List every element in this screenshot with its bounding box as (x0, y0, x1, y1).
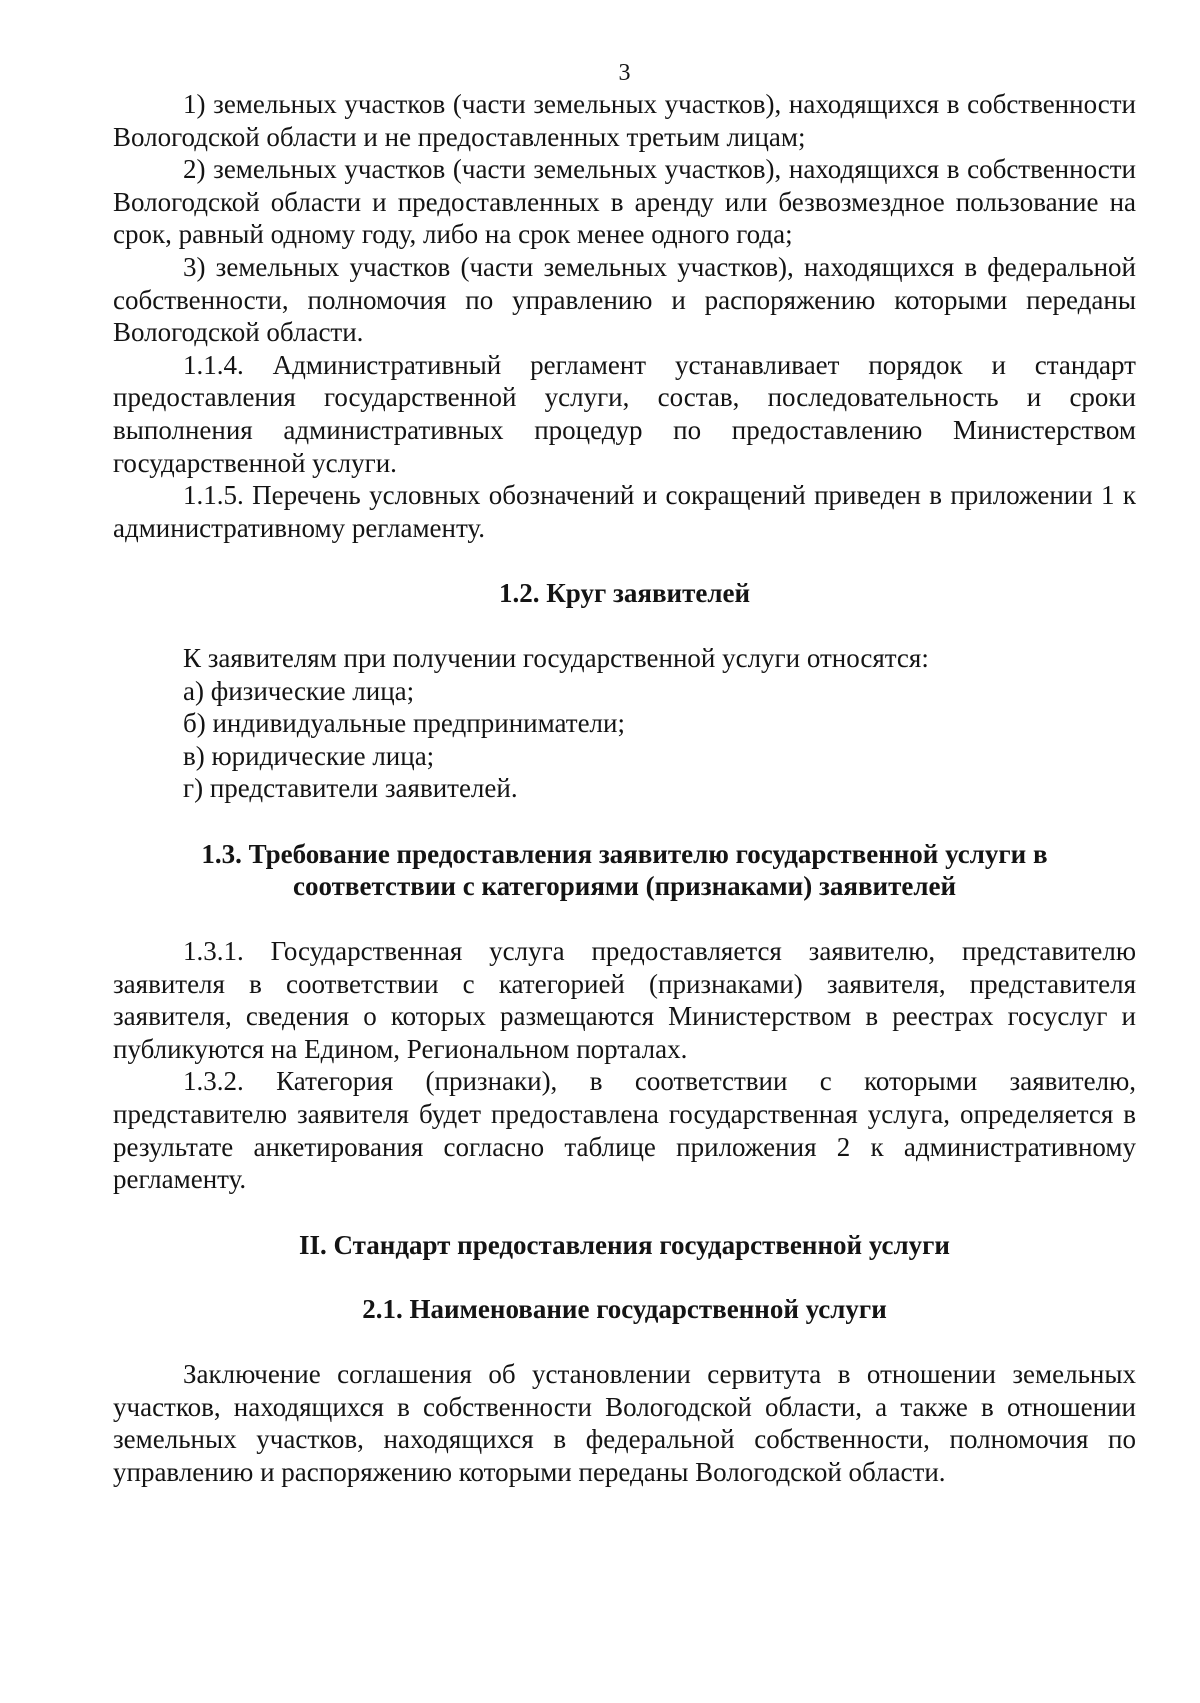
heading-1-3 (113, 838, 1136, 903)
paragraph-item-2: 2) земельных участков (части земельных участков), находящихся в собственности Вологодской области и предоставленных в аренду или безвозмездное пользование на срок, равный одному году, либо на срок менее одного года; (113, 154, 1136, 250)
document-page (113, 58, 1136, 1488)
paragraph-item-3: 3) земельных участков (части земельных участков), находящихся в федеральной собственности, полномочия по управлению и распоряжению которыми переданы Вологодской области. (113, 251, 1136, 348)
heading-section-2: II. Стандарт предоставления государственной услуги (299, 1229, 950, 1260)
applicants-intro: К заявителям при получении государственной услуги относятся: (183, 642, 929, 673)
heading-1-3-line2: соответствии с категориями (признаками) заявителей (292, 871, 957, 902)
paragraph-1-3-2: 1.3.2. Категория (признаки), в соответствии с которыми заявителю, представителю заявителя будет предоставлена государственная услуга, определяется в результате анкетирования согласно таблице приложения 2 к административному регламенту. (113, 1066, 1136, 1195)
paragraph-1-1-4: 1.1.4. Административный регламент устанавливает порядок и стандарт предоставления государственной услуги, состав, последовательность и сроки выполнения административных процедур по предоставлению Министерством государственной услуги. (113, 349, 1136, 478)
paragraph-item-1: 1) земельных участков (части земельных участков), находящихся в собственности Вологодской области и не предоставленных третьим лицам; (113, 89, 1136, 152)
heading-1-3-line1: 1.3. Требование предоставления заявителю государственной услуги в (201, 838, 1048, 869)
paragraph-1-3-1: 1.3.1. Государственная услуга предоставляется заявителю, представителю заявителя в соответствии с категорией (признаками) заявителя, представителя заявителя, сведения о которых размещаются Министерством в реестрах госуслуг и публикуются на Едином, Региональном порталах. (113, 936, 1136, 1064)
page-number: 3 (618, 60, 631, 86)
applicant-item: б) индивидуальные предприниматели; (183, 708, 625, 739)
applicant-item: г) представители заявителей. (183, 773, 518, 804)
heading-2-1: 2.1. Наименование государственной услуги (362, 1294, 887, 1325)
paragraph-1-1-5: 1.1.5. Перечень условных обозначений и сокращений приведен в приложении 1 к административному регламенту. (113, 480, 1136, 543)
applicant-item: в) юридические лица; (183, 740, 435, 771)
paragraph-2-1: Заключение соглашения об установлении сервитута в отношении земельных участков, находящихся в собственности Вологодской области, а также в отношении земельных участков, находящихся в федеральной собственности, полномочия по управлению и распоряжению которыми переданы Вологодской области. (113, 1359, 1136, 1487)
heading-1-2: 1.2. Круг заявителей (498, 578, 751, 609)
applicant-item: а) физические лица; (183, 675, 415, 706)
